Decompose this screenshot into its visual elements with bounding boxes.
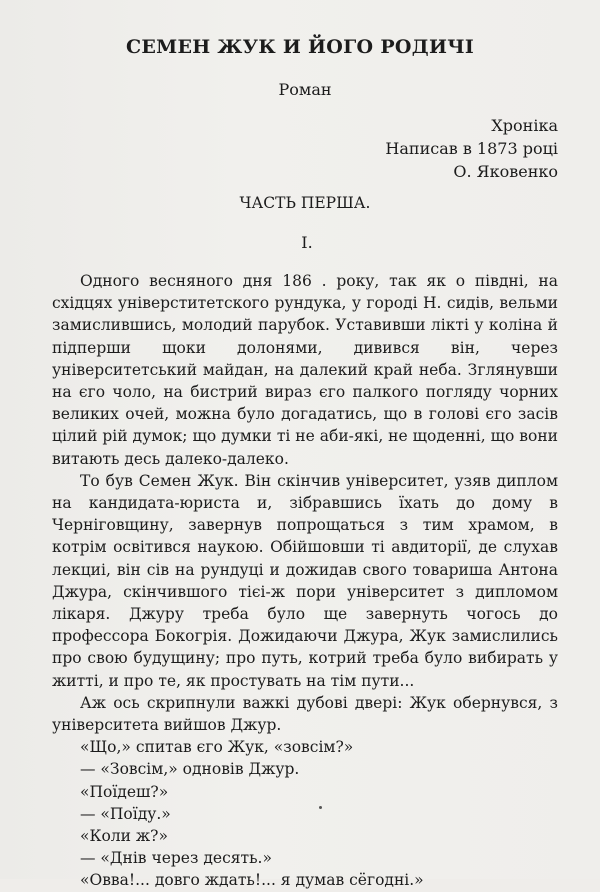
- paragraph: Аж ось скрипнули важкі дубові двері: Жук обернувся, з університета вийшов Джур.: [52, 693, 558, 735]
- paragraph: Одного весняного дня 186 . року, так як о півдні, на східцях універститетского рундука, у городі Н. сидів, вельми замислившись, молодий парубок. Уставивши лікті у коліна й підперши щоки долонями, дивився він, через університетський майдан, на далекий край неба. Зглянувши на єго чоло, на бистрий вираз єго палкого погляду чорних великих очей, можна було догадатись, що в голові єго засів цілий рій думок; що думки ті не аби-які, не щоденні, що вони витають десь далеко-далеко.: [52, 272, 558, 468]
- dialog-block: [52, 736, 558, 891]
- dialog-line: — «Зовсім,» одновів Джур.: [80, 760, 300, 779]
- dialog-line: — «Днів через десять.»: [80, 849, 272, 868]
- dialog-line: «Коли ж?»: [80, 827, 168, 846]
- part-heading: ЧАСТЬ ПЕРША.: [239, 194, 371, 212]
- page-title: СЕМЕН ЖУК И ЙОГО РОДИЧІ: [125, 36, 475, 58]
- attribution-block: [385, 114, 558, 183]
- attribution-line: Написав в 1873 році: [385, 139, 558, 158]
- paragraph: То був Семен Жук. Він скінчив університет, узяв диплом на кандидата-юриста и, зібравшись їхать до дому в Черніговщину, завернув попрощаться з тим храмом, в котрім освітився наукою. Обійшовши ті авдиторії, де слухав лекциі, він сів на рундуці и дожидав свого товариша Антона Джура, скінчившого тієі-ж пори університет з дипломом лікаря. Джуру треба було ще завернуть чогось до профессора Бокогрія. Дожидаючи Джура, Жук замислились про свою будущину; про путь, котрий треба було вибирать у житті, и про те, як простувать на тім пути...: [52, 471, 558, 690]
- dialog-line: — «Поїду.»: [80, 804, 171, 823]
- page-dot-mark: [319, 806, 322, 809]
- attribution-line: О. Яковенко: [453, 162, 558, 181]
- genre-label: Роман: [278, 80, 332, 99]
- chapter-heading: I.: [301, 233, 313, 252]
- dialog-line: «Поїдеш?»: [80, 782, 169, 801]
- attribution-line: Хроніка: [491, 116, 558, 135]
- dialog-line: «Овва!... довго ждать!... я думав сёгодні.»: [80, 871, 424, 890]
- dialog-line: «Що,» спитав єго Жук, «зовсім?»: [80, 738, 354, 757]
- body-text: [52, 270, 558, 892]
